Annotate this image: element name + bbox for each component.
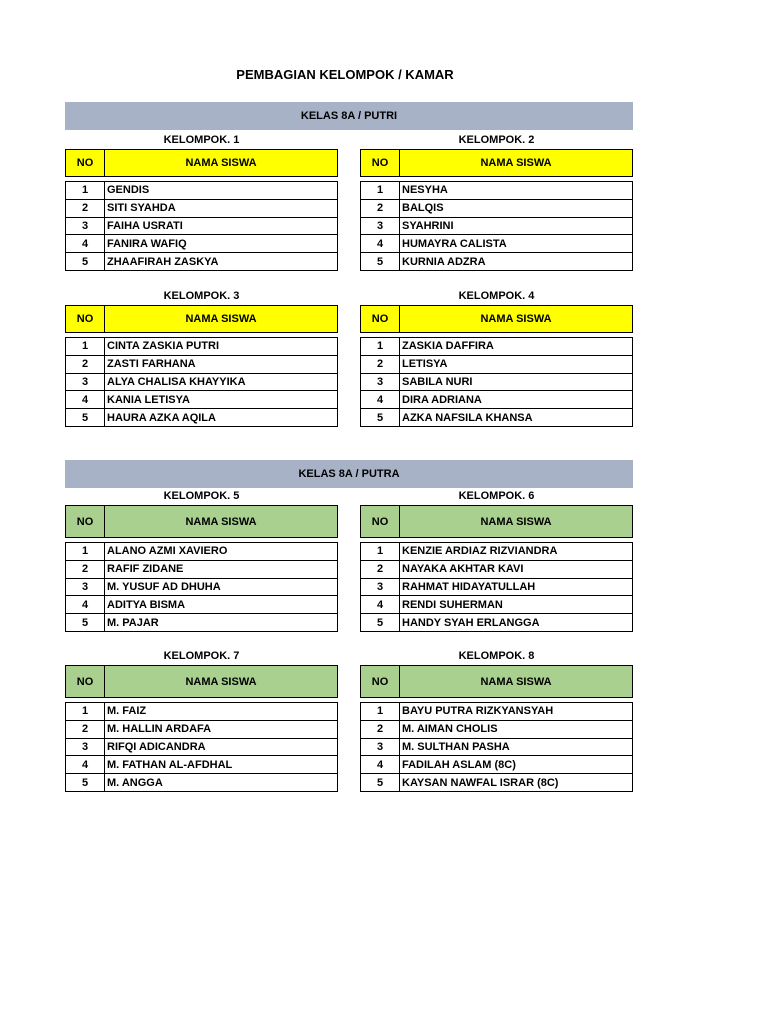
row-number: 5	[361, 409, 400, 427]
table-row	[361, 738, 633, 756]
row-number: 2	[361, 199, 400, 217]
table-row	[361, 199, 633, 217]
student-name: GENDIS	[105, 182, 338, 200]
table-row	[361, 338, 633, 356]
table-row	[361, 720, 633, 738]
student-name: AZKA NAFSILA KHANSA	[400, 409, 633, 427]
page-title: PEMBAGIAN KELOMPOK / KAMAR	[236, 67, 454, 82]
column-header-no: NO	[361, 506, 400, 538]
group-table	[65, 505, 338, 632]
table-row	[361, 182, 633, 200]
row-number: 5	[66, 774, 105, 792]
student-name: M. SULTHAN PASHA	[400, 738, 633, 756]
student-name: KANIA LETISYA	[105, 391, 338, 409]
student-name: RAFIF ZIDANE	[105, 560, 338, 578]
group-table	[360, 305, 633, 427]
row-number: 5	[66, 253, 105, 271]
row-number: 1	[66, 338, 105, 356]
column-header-no: NO	[66, 150, 105, 177]
group-title: KELOMPOK. 8	[458, 650, 535, 662]
table-row	[66, 338, 338, 356]
table-row	[361, 355, 633, 373]
row-number: 2	[66, 199, 105, 217]
student-name: CINTA ZASKIA PUTRI	[105, 338, 338, 356]
student-name: M. PAJAR	[105, 614, 338, 632]
student-name: BALQIS	[400, 199, 633, 217]
table-row	[66, 738, 338, 756]
group-title: KELOMPOK. 7	[163, 650, 240, 662]
group-table	[360, 149, 633, 271]
row-number: 5	[66, 409, 105, 427]
student-name: ALANO AZMI XAVIERO	[105, 543, 338, 561]
row-number: 3	[361, 373, 400, 391]
table-row	[361, 578, 633, 596]
student-name: KAYSAN NAWFAL ISRAR (8C)	[400, 774, 633, 792]
table-row	[66, 217, 338, 235]
student-name: HUMAYRA CALISTA	[400, 235, 633, 253]
row-number: 3	[361, 217, 400, 235]
column-header-name: NAMA SISWA	[400, 150, 633, 177]
student-name: SITI SYAHDA	[105, 199, 338, 217]
row-number: 4	[361, 756, 400, 774]
row-number: 2	[361, 560, 400, 578]
student-name: HAURA AZKA AQILA	[105, 409, 338, 427]
table-row	[66, 391, 338, 409]
table-row	[361, 596, 633, 614]
column-header-no: NO	[361, 306, 400, 333]
table-row	[361, 373, 633, 391]
table-row	[66, 703, 338, 721]
row-number: 4	[66, 756, 105, 774]
group-table	[65, 665, 338, 792]
table-row	[361, 253, 633, 271]
student-name: M. FATHAN AL-AFDHAL	[105, 756, 338, 774]
row-number: 4	[361, 391, 400, 409]
table-row	[66, 560, 338, 578]
group-title: KELOMPOK. 1	[163, 134, 240, 146]
group-title: KELOMPOK. 4	[458, 290, 535, 302]
row-number: 3	[361, 578, 400, 596]
row-number: 3	[361, 738, 400, 756]
student-name: HANDY SYAH ERLANGGA	[400, 614, 633, 632]
student-name: M. YUSUF AD DHUHA	[105, 578, 338, 596]
student-name: ZASKIA DAFFIRA	[400, 338, 633, 356]
table-row	[361, 391, 633, 409]
student-name: SABILA NURI	[400, 373, 633, 391]
class-banner-putri: KELAS 8A / PUTRI	[65, 102, 633, 130]
table-row	[66, 596, 338, 614]
row-number: 5	[361, 253, 400, 271]
row-number: 2	[361, 355, 400, 373]
row-number: 4	[361, 596, 400, 614]
table-row	[361, 774, 633, 792]
student-name: FAIHA USRATI	[105, 217, 338, 235]
table-row	[361, 217, 633, 235]
table-row	[66, 614, 338, 632]
column-header-name: NAMA SISWA	[105, 150, 338, 177]
row-number: 5	[361, 774, 400, 792]
table-row	[361, 756, 633, 774]
group-table	[360, 505, 633, 632]
student-name: FADILAH ASLAM (8C)	[400, 756, 633, 774]
table-row	[361, 543, 633, 561]
student-name: RAHMAT HIDAYATULLAH	[400, 578, 633, 596]
column-header-name: NAMA SISWA	[105, 666, 338, 698]
class-banner-putra: KELAS 8A / PUTRA	[65, 460, 633, 488]
table-row	[66, 409, 338, 427]
table-row	[66, 774, 338, 792]
student-name: LETISYA	[400, 355, 633, 373]
table-row	[361, 560, 633, 578]
table-row	[66, 756, 338, 774]
group-table	[65, 149, 338, 271]
row-number: 4	[66, 391, 105, 409]
column-header-no: NO	[66, 306, 105, 333]
table-row	[361, 409, 633, 427]
row-number: 1	[66, 182, 105, 200]
student-name: KENZIE ARDIAZ RIZVIANDRA	[400, 543, 633, 561]
table-row	[66, 235, 338, 253]
row-number: 1	[66, 543, 105, 561]
table-row	[66, 543, 338, 561]
student-name: RIFQI ADICANDRA	[105, 738, 338, 756]
group-title: KELOMPOK. 2	[458, 134, 535, 146]
column-header-no: NO	[66, 666, 105, 698]
row-number: 2	[66, 355, 105, 373]
row-number: 3	[66, 738, 105, 756]
student-name: RENDI SUHERMAN	[400, 596, 633, 614]
table-row	[66, 355, 338, 373]
student-name: ADITYA BISMA	[105, 596, 338, 614]
student-name: M. HALLIN ARDAFA	[105, 720, 338, 738]
row-number: 5	[361, 614, 400, 632]
group-title: KELOMPOK. 5	[163, 490, 240, 502]
table-row	[66, 182, 338, 200]
student-name: FANIRA WAFIQ	[105, 235, 338, 253]
group-title: KELOMPOK. 3	[163, 290, 240, 302]
column-header-name: NAMA SISWA	[105, 506, 338, 538]
student-name: DIRA ADRIANA	[400, 391, 633, 409]
group-table	[65, 305, 338, 427]
student-name: ZHAAFIRAH ZASKYA	[105, 253, 338, 271]
group-title: KELOMPOK. 6	[458, 490, 535, 502]
table-row	[66, 373, 338, 391]
student-name: ALYA CHALISA KHAYYIKA	[105, 373, 338, 391]
table-row	[66, 578, 338, 596]
table-row	[66, 253, 338, 271]
column-header-no: NO	[361, 150, 400, 177]
column-header-no: NO	[66, 506, 105, 538]
row-number: 4	[66, 235, 105, 253]
table-row	[361, 235, 633, 253]
row-number: 3	[66, 578, 105, 596]
row-number: 3	[66, 373, 105, 391]
row-number: 1	[361, 703, 400, 721]
column-header-name: NAMA SISWA	[400, 506, 633, 538]
row-number: 2	[66, 720, 105, 738]
student-name: SYAHRINI	[400, 217, 633, 235]
row-number: 2	[66, 560, 105, 578]
student-name: M. ANGGA	[105, 774, 338, 792]
row-number: 4	[361, 235, 400, 253]
student-name: M. AIMAN CHOLIS	[400, 720, 633, 738]
column-header-name: NAMA SISWA	[105, 306, 338, 333]
table-row	[66, 720, 338, 738]
row-number: 1	[361, 338, 400, 356]
column-header-no: NO	[361, 666, 400, 698]
row-number: 1	[361, 182, 400, 200]
student-name: ZASTI FARHANA	[105, 355, 338, 373]
group-table	[360, 665, 633, 792]
row-number: 2	[361, 720, 400, 738]
row-number: 4	[66, 596, 105, 614]
student-name: NESYHA	[400, 182, 633, 200]
table-row	[66, 199, 338, 217]
table-row	[361, 614, 633, 632]
student-name: NAYAKA AKHTAR KAVI	[400, 560, 633, 578]
column-header-name: NAMA SISWA	[400, 666, 633, 698]
row-number: 1	[361, 543, 400, 561]
table-row	[361, 703, 633, 721]
row-number: 3	[66, 217, 105, 235]
student-name: M. FAIZ	[105, 703, 338, 721]
row-number: 1	[66, 703, 105, 721]
column-header-name: NAMA SISWA	[400, 306, 633, 333]
student-name: BAYU PUTRA RIZKYANSYAH	[400, 703, 633, 721]
student-name: KURNIA ADZRA	[400, 253, 633, 271]
row-number: 5	[66, 614, 105, 632]
